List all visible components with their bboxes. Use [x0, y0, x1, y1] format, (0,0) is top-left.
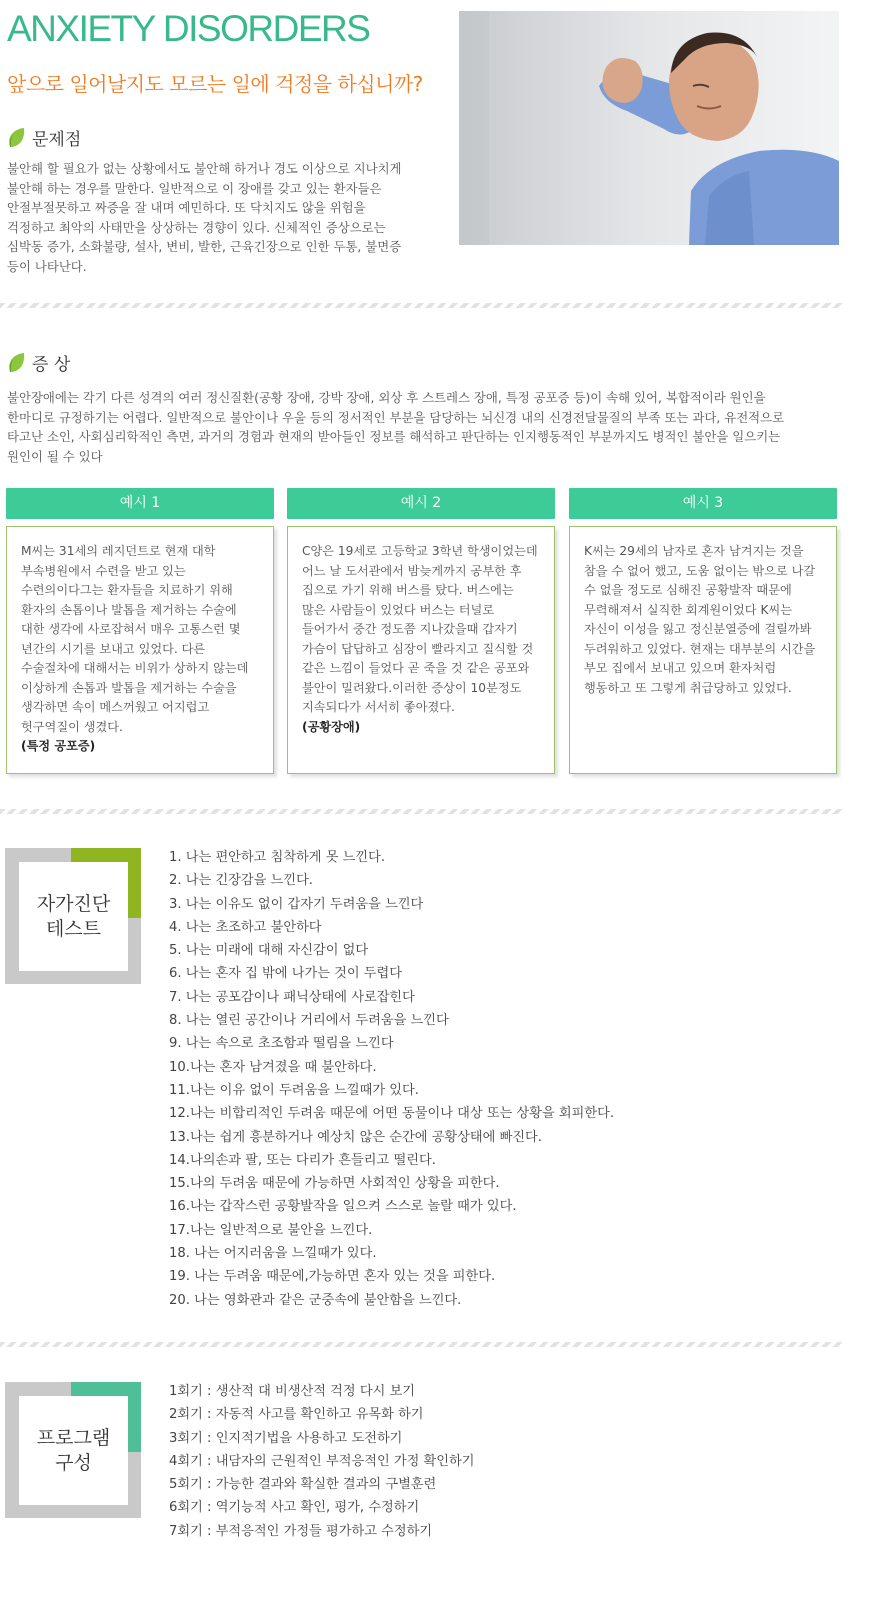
list-item: 2회기 : 자동적 사고를 확인하고 유목화 하기 [169, 1407, 424, 1423]
example-line: 수련의이다그는 환자들을 치료하기 위해 [21, 583, 233, 597]
list-item: 16.나는 갑작스런 공황발작을 일으켜 스스로 놀랄 때가 있다. [169, 1199, 517, 1215]
example-line: 생각하면 속이 메스꺼웠고 어지럽고 [21, 700, 210, 714]
example-line: 불안이 밀려왔다.이러한 증상이 10분정도 [302, 680, 522, 695]
section-divider [0, 1342, 844, 1347]
example-line: 자신이 이성을 잃고 정신분열증에 걸릴까봐 [584, 622, 812, 636]
problem-heading-text: 문제점 [32, 130, 82, 150]
example-line: 두려워하고 있었다. 현재는 대부분의 시간을 [584, 641, 816, 656]
symptoms-paragraph [7, 388, 857, 466]
example-line: M씨는 31세의 레지던트로 현재 대학 [21, 544, 216, 558]
list-item: 12.나는 비합리적인 두려움 때문에 어떤 동물이나 대상 또는 상황을 회피한다. [169, 1106, 615, 1122]
problem-paragraph [7, 159, 447, 277]
problem-line: 안절부절못하고 짜증을 잘 내며 예민하다. 또 닥치지도 않을 위험을 [7, 200, 366, 216]
list-item: 1회기 : 생산적 대 비생산적 걱정 다시 보기 [169, 1384, 416, 1399]
problem-line: 등이 나타난다. [7, 258, 87, 274]
example-line: 대한 생각에 사로잡혀서 매우 고통스런 몇 [21, 622, 241, 636]
symptoms-heading [7, 350, 70, 375]
list-item: 7회기 : 부적응적인 가정들 평가하고 수정하기 [169, 1523, 433, 1539]
problem-heading [7, 125, 81, 150]
example-line: C양은 19세로 고등학교 3학년 학생이었는데 [302, 544, 538, 558]
example-line: 많은 사람들이 있었다 버스는 터널로 [302, 602, 495, 617]
list-item: 4회기 : 내담자의 근원적인 부적응적인 가정 확인하기 [169, 1453, 475, 1469]
example-line: 들어가서 중간 정도쯤 지나갔을때 갑자기 [302, 622, 518, 636]
example-2-card [287, 526, 555, 774]
section-divider [0, 303, 844, 308]
program-badge [5, 1382, 141, 1518]
example-line: 부모 집에서 보내고 있으며 환자처럼 [584, 661, 777, 675]
list-item: 17.나는 일반적으로 불안을 느낀다. [169, 1222, 373, 1238]
badge-line: 자가진단 [36, 892, 111, 915]
list-item: 20. 나는 영화관과 같은 군중속에 불안함을 느낀다. [169, 1292, 462, 1308]
problem-line: 걱정하고 최악의 사태만을 상상하는 경향이 있다. 신체적인 증상으로는 [7, 219, 386, 235]
leaf-icon [7, 127, 26, 149]
badge-label [19, 1396, 128, 1505]
self-test-list [169, 846, 614, 1312]
page-title: ANXIETY DISORDERS [7, 8, 370, 49]
list-item: 19. 나는 두려움 때문에,가능하면 혼자 있는 것을 피한다. [169, 1269, 496, 1285]
example-line: 참을 수 없어 했고, 도움 없이는 밖으로 나갈 [584, 563, 816, 578]
list-item: 4. 나는 초조하고 불안하다 [169, 919, 322, 935]
example-line: 수 없을 정도로 심해진 공황발작 때문에 [584, 583, 792, 597]
symptoms-line: 원인이 될 수 있다 [7, 448, 103, 464]
list-item: 5. 나는 미래에 대해 자신감이 없다 [169, 943, 369, 959]
example-line: 가슴이 답답하고 심장이 빨라지고 질식할 것 [302, 641, 534, 656]
badge-label [19, 862, 128, 971]
self-test-badge [5, 848, 141, 984]
example-line: 환자의 손톱이나 발톱을 제거하는 수술에 [21, 602, 237, 617]
list-item: 14.나의손과 팔, 또는 다리가 흔들리고 떨린다. [169, 1152, 436, 1168]
list-item: 2. 나는 긴장감을 느낀다. [169, 873, 314, 889]
example-line: 이상하게 손톱과 발톱을 제거하는 수술을 [21, 680, 237, 695]
example-line: K씨는 29세의 남자로 혼자 남겨지는 것을 [584, 544, 804, 558]
list-item: 3회기 : 인지적기법을 사용하고 도전하기 [169, 1430, 403, 1446]
example-3-card [569, 526, 837, 774]
example-line: 무력해져서 실직한 회계원이었다 K씨는 [584, 602, 792, 617]
symptoms-line: 타고난 소인, 사회심리학적인 측면, 과거의 경험과 현재의 받아들인 정보를 해석하고 판단하는 인지행동적인 부분까지도 병적인 불안을 일으키는 [7, 429, 781, 445]
example-2-header: 예시 2 [287, 488, 555, 519]
problem-line: 불안해 할 필요가 없는 상황에서도 불안해 하거나 경도 이상으로 지나치게 [7, 161, 402, 176]
leaf-icon [7, 352, 26, 374]
problem-line: 심박동 증가, 소화불량, 설사, 변비, 발한, 근육긴장으로 인한 두통, 불면증 [7, 239, 402, 255]
list-item: 3. 나는 이유도 없이 갑자기 두려움을 느낀다 [169, 896, 424, 912]
badge-line: 프로그램 [36, 1426, 111, 1449]
list-item: 9. 나는 속으로 초조함과 떨림을 느낀다 [169, 1036, 394, 1052]
example-line: 행동하고 또 그렇게 취급당하고 있었다. [584, 680, 792, 695]
example-line: 어느 날 도서관에서 밤늦게까지 공부한 후 [302, 563, 522, 578]
example-line: 부속병원에서 수련을 받고 있는 [21, 563, 186, 578]
symptoms-line: 한마디로 규정하기는 어렵다. 일반적으로 불안이나 우울 등의 정서적인 부분을 담당하는 뇌신경 내의 신경전달물질의 부족 또는 과다, 유전적으로 [7, 409, 785, 425]
example-3-header: 예시 3 [569, 488, 837, 519]
list-item: 8. 나는 열린 공간이나 거리에서 두려움을 느낀다 [169, 1013, 449, 1029]
symptoms-heading-text: 증 상 [32, 355, 71, 375]
example-1-card [6, 526, 274, 774]
list-item: 15.나의 두려움 때문에 가능하면 사회적인 상황을 피한다. [169, 1176, 500, 1192]
list-item: 18. 나는 어지러움을 느낄때가 있다. [169, 1246, 377, 1262]
example-2-tag: (공황장애) [302, 719, 361, 734]
list-item: 6회기 : 역기능적 사고 확인, 평가, 수정하기 [169, 1500, 420, 1516]
page-subtitle: 앞으로 일어날지도 모르는 일에 걱정을 하십니까? [7, 72, 423, 96]
badge-line: 테스트 [45, 917, 102, 940]
list-item: 5회기 : 가능한 결과와 확실한 결과의 구별훈련 [169, 1477, 437, 1493]
example-1-tag: (특정 공포증) [21, 739, 96, 753]
example-line: 헛구역질이 생겼다. [21, 719, 123, 734]
example-1-header: 예시 1 [6, 488, 274, 519]
section-divider [0, 809, 844, 814]
hero-photo [459, 11, 839, 245]
symptoms-line: 불안장애에는 각기 다른 성격의 여러 정신질환(공황 장애, 강박 장애, 외상 후 스트레스 장애, 특정 공포증 등)이 속해 있어, 복합적이라 원인을 [7, 390, 766, 405]
problem-line: 불안해 하는 경우를 말한다. 일반적으로 이 장애를 갖고 있는 환자들은 [7, 180, 382, 196]
list-item: 11.나는 이유 없이 두려움을 느낄때가 있다. [169, 1082, 419, 1098]
example-line: 년간의 시기를 보내고 있었다. 다른 [21, 641, 206, 656]
example-line: 수술절차에 대해서는 비위가 상하지 않는데 [21, 661, 249, 675]
program-list [169, 1380, 475, 1543]
list-item: 7. 나는 공포감이나 패닉상태에 사로잡힌다 [169, 989, 415, 1005]
list-item: 13.나는 쉽게 흥분하거나 예상치 않은 순간에 공황상태에 빠진다. [169, 1129, 542, 1145]
list-item: 6. 나는 혼자 집 밖에 나가는 것이 두렵다 [169, 966, 403, 982]
list-item: 1. 나는 편안하고 침착하게 못 느낀다. [169, 850, 386, 865]
list-item: 10.나는 혼자 남겨졌을 때 불안하다. [169, 1059, 377, 1075]
badge-line: 구성 [55, 1451, 92, 1474]
example-line: 같은 느낌이 들었다 곧 죽을 것 같은 공포와 [302, 661, 530, 675]
example-line: 지속되다가 서서히 좋아졌다. [302, 700, 455, 714]
example-line: 집으로 가기 위해 버스를 탔다. 버스에는 [302, 583, 514, 597]
stressed-man-illustration [459, 11, 839, 245]
